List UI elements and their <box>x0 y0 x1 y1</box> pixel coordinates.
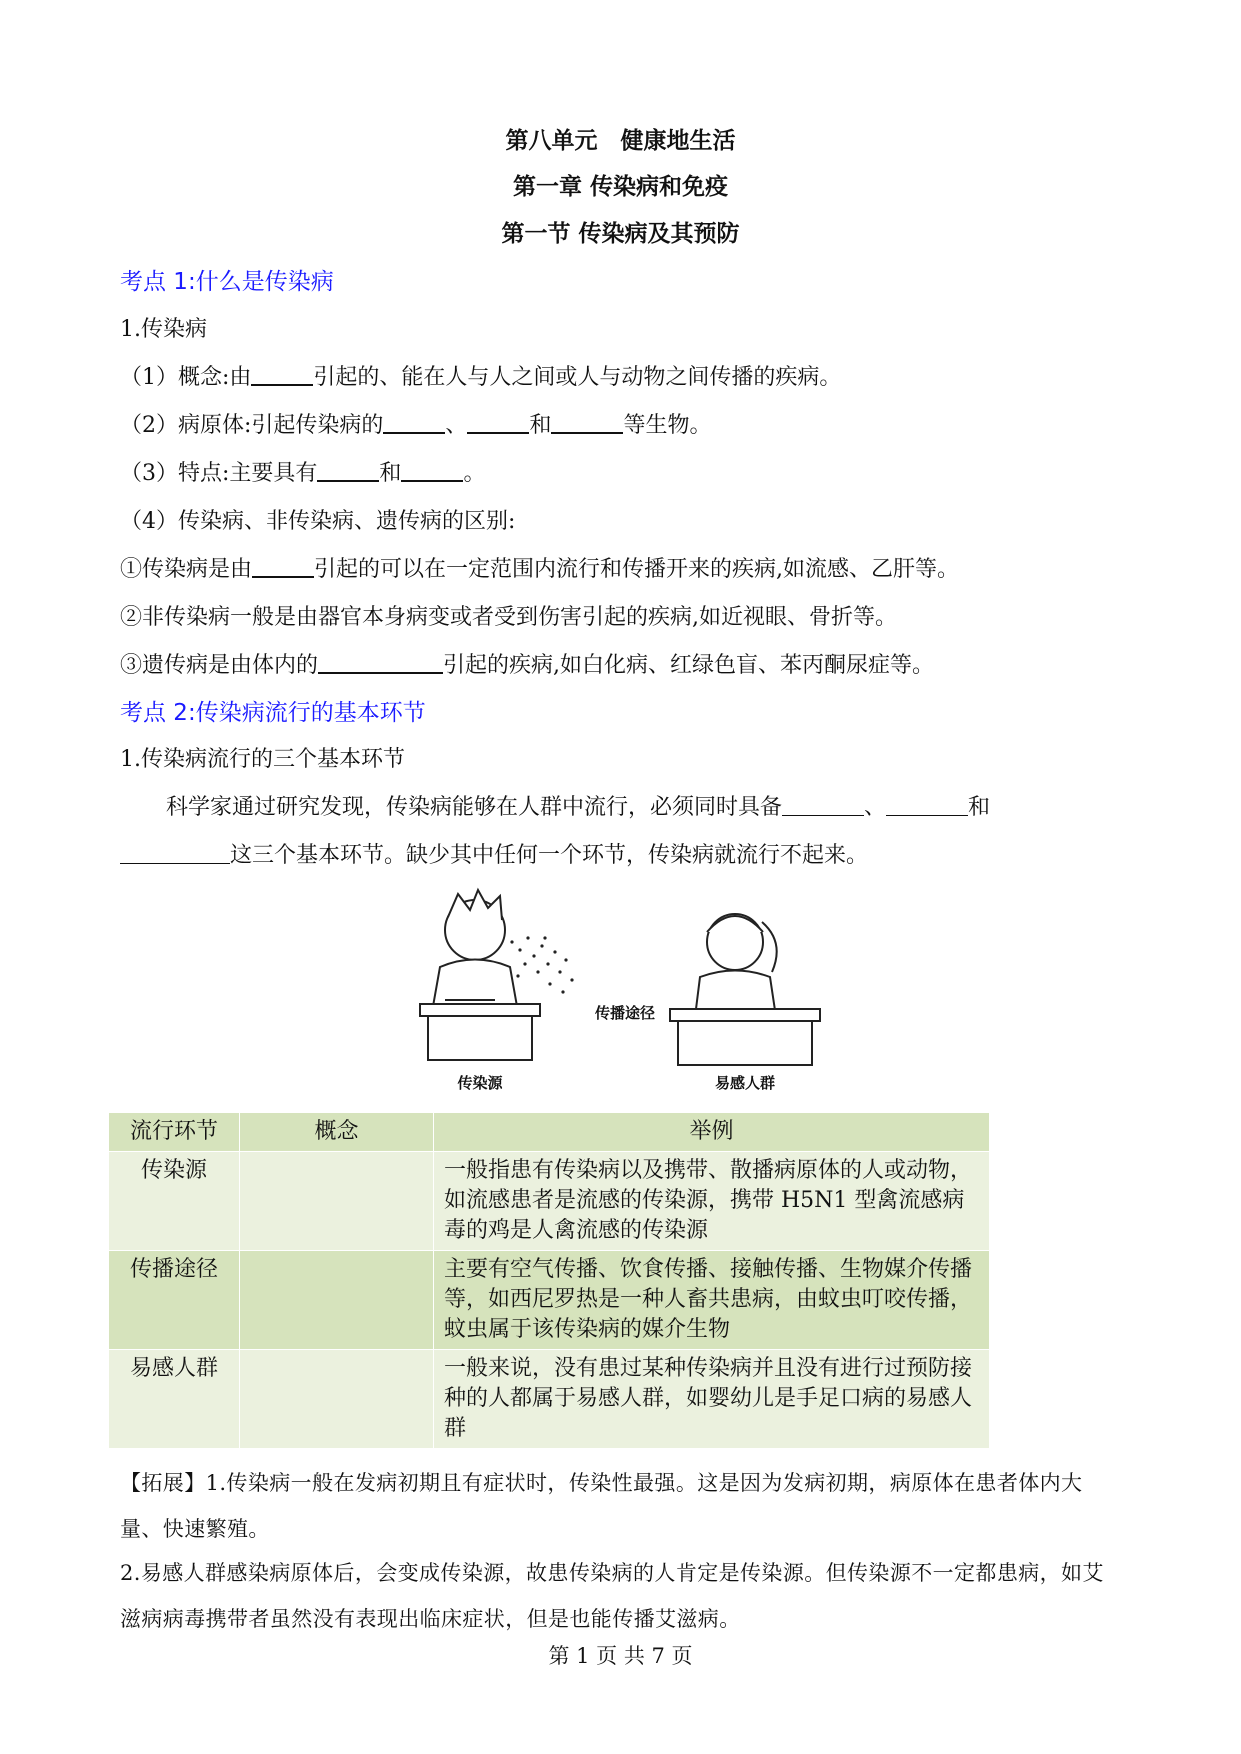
kd1-line-4: （4）传染病、非传染病、遗传病的区别: <box>120 509 516 534</box>
transmission-table <box>108 1112 990 1449</box>
kd2-para-line-2 <box>120 838 868 869</box>
table-cell-name: 传播途径 <box>109 1251 240 1350</box>
droplets <box>510 936 573 993</box>
table-row <box>109 1152 990 1251</box>
text: 引起的可以在一定范围内流行和传播开来的疾病,如流感、乙肝等。 <box>314 557 960 582</box>
table-cell-concept[interactable] <box>240 1152 434 1251</box>
table-header: 举例 <box>434 1113 990 1152</box>
table-cell-name: 传染源 <box>109 1152 240 1251</box>
text: 科学家通过研究发现，传染病能够在人群中流行，必须同时具备 <box>166 795 783 820</box>
kd1-line-2 <box>120 408 711 439</box>
kd1-line-1 <box>120 360 841 391</box>
kd1-item: 1.传染病 <box>120 317 207 342</box>
text: 、 <box>864 795 887 820</box>
kd1-line-3 <box>120 456 485 487</box>
text: 和 <box>379 461 402 486</box>
section-title: 第一节 传染病及其预防 <box>501 221 740 247</box>
fill-blank[interactable] <box>318 652 443 674</box>
girl-figure <box>670 914 820 1065</box>
kd2-item: 1.传染病流行的三个基本环节 <box>120 747 405 772</box>
extension-para-1: 【拓展】1.传染病一般在发病初期且有症状时，传染性最强。这是因为发病初期，病原体在患者体内大量、快速繁殖。 <box>120 1471 1083 1541</box>
table-cell-concept[interactable] <box>240 1251 434 1350</box>
table-header-row <box>109 1113 990 1152</box>
text: （3）特点:主要具有 <box>120 461 318 486</box>
kd2-para-line-1 <box>166 790 990 821</box>
text: ①传染病是由 <box>120 557 253 582</box>
extension-para-2: 2.易感人群感染病原体后，会变成传染源，故患传染病的人肯定是传染源。但传染源不一定都患病，如艾滋病病毒携带者虽然没有表现出临床症状，但是也能传播艾滋病。 <box>120 1561 1104 1631</box>
fill-blank[interactable] <box>401 460 463 482</box>
kd1-line-7 <box>120 648 934 679</box>
fill-blank[interactable] <box>251 364 313 386</box>
table-header: 概念 <box>240 1113 434 1152</box>
text: 这三个基本环节。缺少其中任何一个环节，传染病就流行不起来。 <box>230 843 869 868</box>
fill-blank[interactable] <box>252 556 314 578</box>
label-group: 易感人群 <box>714 1074 776 1092</box>
table-cell-example: 一般指患有传染病以及携带、散播病原体的人或动物，如流感患者是流感的传染源，携带 H5N1 型禽流感病毒的鸡是人禽流感的传染源 <box>434 1152 990 1251</box>
text: （2）病原体:引起传染病的 <box>120 413 384 438</box>
illustration-svg <box>400 872 850 1092</box>
fill-blank[interactable] <box>886 795 968 816</box>
fill-blank[interactable] <box>383 412 445 434</box>
text: 、 <box>445 413 468 438</box>
kd1-line-5 <box>120 552 959 583</box>
label-source: 传染源 <box>457 1074 503 1092</box>
table-cell-concept[interactable] <box>240 1350 434 1449</box>
table-cell-example: 主要有空气传播、饮食传播、接触传播、生物媒介传播等，如西尼罗热是一种人畜共患病，由蚊虫叮咬传播，蚊虫属于该传染病的媒介生物 <box>434 1251 990 1350</box>
text: 。 <box>463 461 486 486</box>
text: 和 <box>529 413 552 438</box>
fill-blank[interactable] <box>120 843 230 864</box>
table-cell-name: 易感人群 <box>109 1350 240 1449</box>
text: ③遗传病是由体内的 <box>120 653 319 678</box>
unit-title: 第八单元 健康地生活 <box>505 128 736 154</box>
text: 引起的疾病,如白化病、红绿色盲、苯丙酮尿症等。 <box>443 653 935 678</box>
page-footer: 第 1 页 共 7 页 <box>548 1644 693 1668</box>
text: 和 <box>968 795 991 820</box>
fill-blank[interactable] <box>317 460 379 482</box>
label-route: 传播途径 <box>594 1004 656 1022</box>
table-header: 流行环节 <box>109 1113 240 1152</box>
chapter-title: 第一章 传染病和免疫 <box>512 174 728 200</box>
text: 等生物。 <box>623 413 712 438</box>
table-row <box>109 1251 990 1350</box>
kd2-heading: 考点 2:传染病流行的基本环节 <box>120 700 426 726</box>
kd1-heading: 考点 1:什么是传染病 <box>120 269 334 295</box>
boy-figure <box>420 890 540 1060</box>
fill-blank[interactable] <box>782 795 864 816</box>
transmission-illustration <box>400 872 850 1092</box>
text: 引起的、能在人与人之间或人与动物之间传播的疾病。 <box>313 365 842 390</box>
table-cell-example: 一般来说，没有患过某种传染病并且没有进行过预防接种的人都属于易感人群，如婴幼儿是手足口病的易感人群 <box>434 1350 990 1449</box>
kd1-line-6: ②非传染病一般是由器官本身病变或者受到伤害引起的疾病,如近视眼、骨折等。 <box>120 605 897 630</box>
text: （1）概念:由 <box>120 365 252 390</box>
fill-blank[interactable] <box>551 412 623 434</box>
table-row <box>109 1350 990 1449</box>
fill-blank[interactable] <box>467 412 529 434</box>
